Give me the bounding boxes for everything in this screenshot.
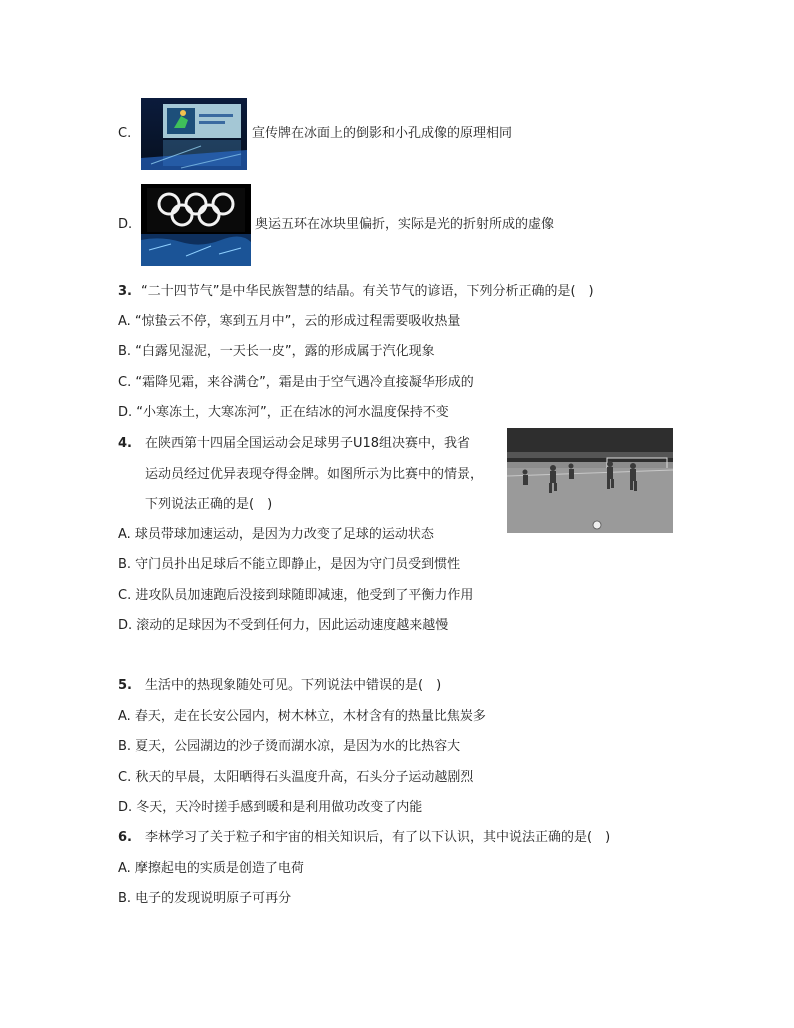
q3-option-d: D. “小寒冻土，大寒冻河”，正在结冰的河水温度保持不变 xyxy=(118,405,449,420)
q4-option-b: B. 守门员扑出足球后不能立即静止，是因为守门员受到惯性 xyxy=(118,557,461,572)
q3-number: 3. xyxy=(118,284,132,299)
q5-stem: 生活中的热现象随处可见。下列说法中错误的是( ) xyxy=(145,678,442,693)
q2-option-d-text: 奥运五环在冰块里偏折，实际是光的折射所成的虚像 xyxy=(255,217,555,232)
skater-billboard-image xyxy=(141,98,247,170)
q5-number: 5. xyxy=(118,678,132,693)
football-match-image xyxy=(507,428,673,533)
olympic-rings-image xyxy=(141,184,251,266)
q4-stem-line-2: 运动员经过优异表现夺得金牌。如图所示为比赛中的情景， xyxy=(145,467,484,482)
q4-option-a: A. 球员带球加速运动，是因为力改变了足球的运动状态 xyxy=(118,527,434,542)
q5-option-d: D. 冬天，天冷时搓手感到暖和是利用做功改变了内能 xyxy=(118,800,423,815)
q5-option-a: A. 春天，走在长安公园内，树木林立，木材含有的热量比焦炭多 xyxy=(118,709,486,724)
q4-stem-line-3: 下列说法正确的是( ) xyxy=(145,497,273,512)
q4-stem-line-1: 在陕西第十四届全国运动会足球男子U18组决赛中，我省 xyxy=(145,436,471,451)
q3-stem: “二十四节气”是中华民族智慧的结晶。有关节气的谚语，下列分析正确的是( ) xyxy=(141,284,594,299)
q2-option-c-label: C. xyxy=(118,126,132,141)
q6-number: 6. xyxy=(118,830,132,845)
q4-option-d: D. 滚动的足球因为不受到任何力，因此运动速度越来越慢 xyxy=(118,618,449,633)
q5-option-c: C. 秋天的早晨，太阳晒得石头温度升高，石头分子运动越剧烈 xyxy=(118,770,474,785)
q2-option-c-text: 宣传牌在冰面上的倒影和小孔成像的原理相同 xyxy=(252,126,513,141)
q3-option-c: C. “霜降见霜，来谷满仓”，霜是由于空气遇冷直接凝华形成的 xyxy=(118,375,474,390)
q3-option-b: B. “白露见湿泥，一天长一皮”，露的形成属于汽化现象 xyxy=(118,344,435,359)
q3-option-a: A. “惊蛰云不停，寒到五月中”，云的形成过程需要吸收热量 xyxy=(118,314,461,329)
q4-option-c: C. 进攻队员加速跑后没接到球随即减速，他受到了平衡力作用 xyxy=(118,588,474,603)
q5-option-b: B. 夏天，公园湖边的沙子烫而湖水凉，是因为水的比热容大 xyxy=(118,739,461,754)
q6-option-a: A. 摩擦起电的实质是创造了电荷 xyxy=(118,861,304,876)
q6-stem: 李林学习了关于粒子和宇宙的相关知识后，有了以下认识，其中说法正确的是( ) xyxy=(145,830,611,845)
q4-number: 4. xyxy=(118,436,132,451)
q6-option-b: B. 电子的发现说明原子可再分 xyxy=(118,891,292,906)
q2-option-d-label: D. xyxy=(118,217,133,232)
